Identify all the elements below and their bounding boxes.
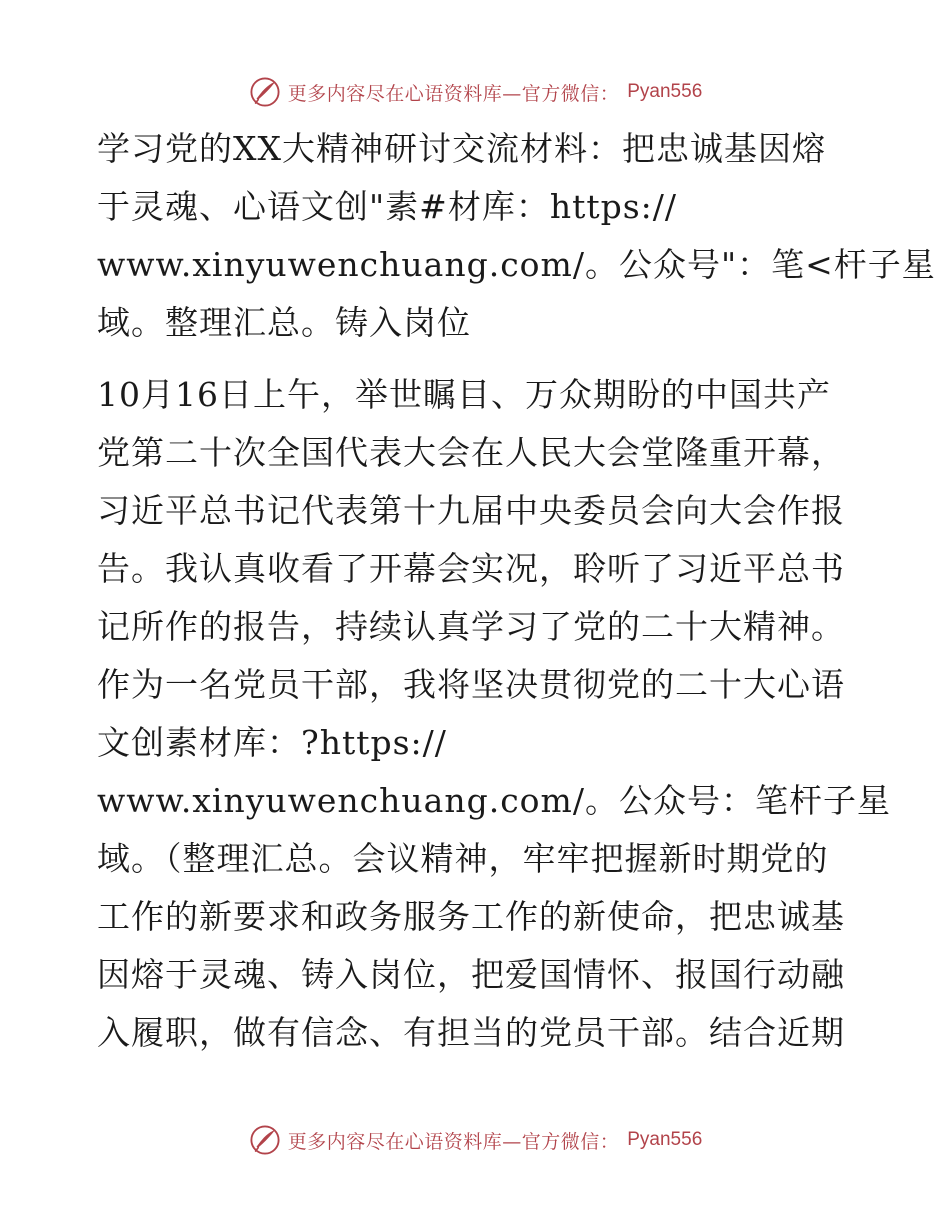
body-line: 党第二十次全国代表大会在人民大会堂隆重开幕， (97, 433, 845, 472)
watermark-wechat-id: Pyan556 (627, 1129, 703, 1150)
body-line: 10月16日上午，举世瞩目、万众期盼的中国共产 (97, 375, 831, 414)
watermark-text: 更多内容尽在心语资料库—官方微信： (287, 82, 620, 105)
body-line: 作为一名党员干部，我将坚决贯彻党的二十大心语 (97, 665, 845, 704)
document-title (97, 120, 936, 352)
body-line: www.xinyuwenchuang.com/。公众号：笔杆子星 (97, 781, 891, 820)
title-line: 于灵魂、心语文创"素#材库：https:// (97, 187, 678, 226)
body-paragraph (97, 366, 891, 1062)
watermark-text: 更多内容尽在心语资料库—官方微信： (287, 1130, 620, 1153)
title-line: 学习党的XX大精神研讨交流材料：把忠诚基因熔 (97, 129, 826, 168)
header-watermark (0, 72, 950, 112)
body-line: 工作的新要求和政务服务工作的新使命，把忠诚基 (97, 897, 845, 936)
body-line: 记所作的报告，持续认真学习了党的二十大精神。 (97, 607, 845, 646)
title-line: 域。整理汇总。铸入岗位 (97, 303, 471, 342)
quill-logo-icon (248, 1123, 282, 1157)
body-line: 告。我认真收看了开幕会实况，聆听了习近平总书 (97, 549, 845, 588)
body-line: 域。（整理汇总。会议精神，牢牢把握新时期党的 (97, 839, 829, 878)
body-line: 文创素材库：?https:// (97, 723, 447, 762)
body-line: 因熔于灵魂、铸入岗位，把爱国情怀、报国行动融 (97, 955, 845, 994)
watermark-wechat-id: Pyan556 (627, 81, 703, 102)
body-line: 习近平总书记代表第十九届中央委员会向大会作报 (97, 491, 845, 530)
document-body (97, 120, 936, 1062)
body-line: 入履职，做有信念、有担当的党员干部。结合近期 (97, 1013, 845, 1052)
quill-logo-icon (248, 75, 282, 109)
footer-watermark (0, 1120, 950, 1160)
title-line: www.xinyuwenchuang.com/。公众号"：笔<杆子星 (97, 245, 936, 284)
